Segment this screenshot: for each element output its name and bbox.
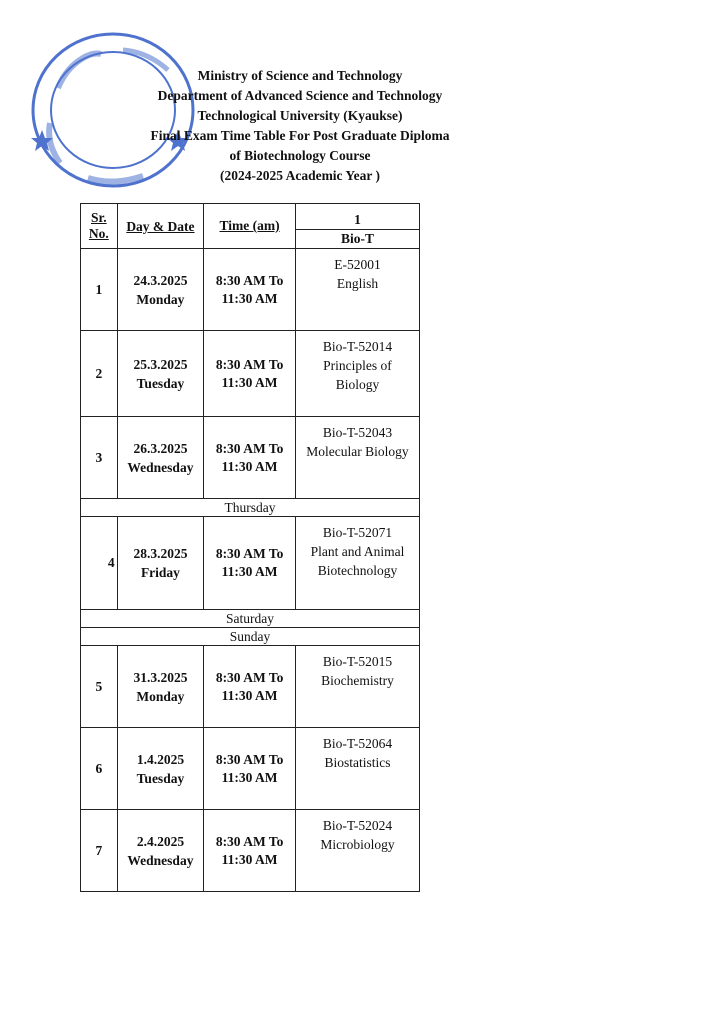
cell-time <box>204 810 296 892</box>
exam-timetable <box>80 203 420 892</box>
cell-date: 28.3.2025 <box>133 546 188 561</box>
table-row <box>81 810 420 892</box>
holiday-label: Thursday <box>81 499 420 517</box>
cell-time-start: 8:30 AM To <box>215 669 284 685</box>
cell-sr: 2 <box>81 331 118 417</box>
header-ministry: Ministry of Science and Technology <box>197 68 403 83</box>
cell-day: Friday <box>140 565 180 580</box>
header-academic-year: (2024-2025 Academic Year ) <box>219 168 381 183</box>
cell-subject <box>295 810 419 892</box>
cell-sr: 6 <box>81 728 118 810</box>
holiday-label: Sunday <box>81 628 420 646</box>
cell-sr: 3 <box>81 417 118 499</box>
cell-subject-name: Microbiology <box>320 837 395 852</box>
cell-sr: 7 <box>81 810 118 892</box>
cell-time <box>204 728 296 810</box>
cell-subject-code: Bio-T-52064 <box>322 736 393 751</box>
cell-subject-name-cont: Biology <box>335 377 380 392</box>
cell-date: 25.3.2025 <box>133 356 188 372</box>
cell-day: Wednesday <box>127 852 194 868</box>
cell-time-end: 11:30 AM <box>221 290 278 306</box>
cell-day: Tuesday <box>136 375 185 391</box>
col-header-group: 1 <box>295 204 419 230</box>
cell-time-end: 11:30 AM <box>221 374 278 390</box>
cell-date: 31.3.2025 <box>133 669 188 685</box>
cell-day: Monday <box>136 291 185 307</box>
cell-sr: 4 <box>81 517 118 610</box>
cell-day-date <box>117 417 204 499</box>
cell-subject-code: Bio-T-52071 <box>322 525 393 540</box>
cell-day: Tuesday <box>136 770 185 786</box>
holiday-row <box>81 628 420 646</box>
cell-day-date <box>117 249 204 331</box>
cell-time-start: 8:30 AM To <box>215 440 284 456</box>
cell-day-date <box>117 728 204 810</box>
header-title: Final Exam Time Table For Post Graduate Diploma <box>150 128 450 143</box>
cell-day: Monday <box>136 688 185 704</box>
cell-time-start: 8:30 AM To <box>215 833 284 849</box>
cell-time <box>204 517 296 610</box>
cell-time-start: 8:30 AM To <box>215 751 284 767</box>
cell-date: 26.3.2025 <box>133 440 188 456</box>
cell-sr: 5 <box>81 646 118 728</box>
cell-date: 2.4.2025 <box>136 833 185 849</box>
col-header-sr: Sr. <box>91 210 107 225</box>
cell-time <box>204 417 296 499</box>
col-header-time: Time (am) <box>204 204 296 249</box>
cell-subject-name-cont: Biotechnology <box>317 563 398 578</box>
cell-time-start: 8:30 AM To <box>215 546 284 561</box>
cell-day: Wednesday <box>127 459 194 475</box>
table-row <box>81 517 420 610</box>
document-header <box>90 66 510 186</box>
table-header-row <box>81 204 420 230</box>
cell-time-end: 11:30 AM <box>221 769 278 785</box>
cell-time <box>204 646 296 728</box>
holiday-row <box>81 499 420 517</box>
col-header-sr-no <box>81 204 118 249</box>
table-row <box>81 417 420 499</box>
cell-subject <box>295 249 419 331</box>
cell-subject-name: Principles of <box>323 358 392 373</box>
table-row <box>81 728 420 810</box>
cell-time <box>204 249 296 331</box>
cell-subject <box>295 417 419 499</box>
cell-sr: 1 <box>81 249 118 331</box>
cell-time-end: 11:30 AM <box>221 687 278 703</box>
cell-subject <box>295 331 419 417</box>
cell-day-date <box>117 646 204 728</box>
cell-subject-code: Bio-T-52014 <box>322 339 393 354</box>
cell-subject-name: Plant and Animal <box>310 544 405 559</box>
table-row <box>81 249 420 331</box>
cell-time-start: 8:30 AM To <box>215 356 284 372</box>
cell-day-date <box>117 810 204 892</box>
cell-subject-code: Bio-T-52043 <box>322 425 393 440</box>
col-header-subgroup: Bio-T <box>295 230 419 249</box>
cell-time-start: 8:30 AM To <box>215 272 284 288</box>
header-course: of Biotechnology Course <box>229 148 371 163</box>
holiday-row <box>81 610 420 628</box>
header-department: Department of Advanced Science and Technology <box>157 88 443 103</box>
cell-subject-name: Molecular Biology <box>306 444 409 459</box>
holiday-label: Saturday <box>81 610 420 628</box>
cell-subject-code: E-52001 <box>334 257 381 272</box>
cell-subject-code: Bio-T-52024 <box>322 818 393 833</box>
cell-time-end: 11:30 AM <box>221 564 278 579</box>
cell-time <box>204 331 296 417</box>
cell-subject <box>295 646 419 728</box>
cell-date: 1.4.2025 <box>136 751 185 767</box>
cell-subject <box>295 728 419 810</box>
cell-subject-name: English <box>336 276 379 291</box>
table-row <box>81 646 420 728</box>
cell-date: 24.3.2025 <box>133 272 188 288</box>
header-university: Technological University (Kyaukse) <box>197 108 403 123</box>
table-row <box>81 331 420 417</box>
cell-subject-name: Biochemistry <box>321 673 394 688</box>
col-header-day-date: Day & Date <box>117 204 204 249</box>
cell-subject-name: Biostatistics <box>324 755 391 770</box>
cell-day-date <box>117 517 204 610</box>
cell-time-end: 11:30 AM <box>221 851 278 867</box>
cell-subject <box>295 517 419 610</box>
col-header-no: No. <box>88 226 109 241</box>
cell-day-date <box>117 331 204 417</box>
cell-subject-code: Bio-T-52015 <box>322 654 393 669</box>
cell-time-end: 11:30 AM <box>221 458 278 474</box>
